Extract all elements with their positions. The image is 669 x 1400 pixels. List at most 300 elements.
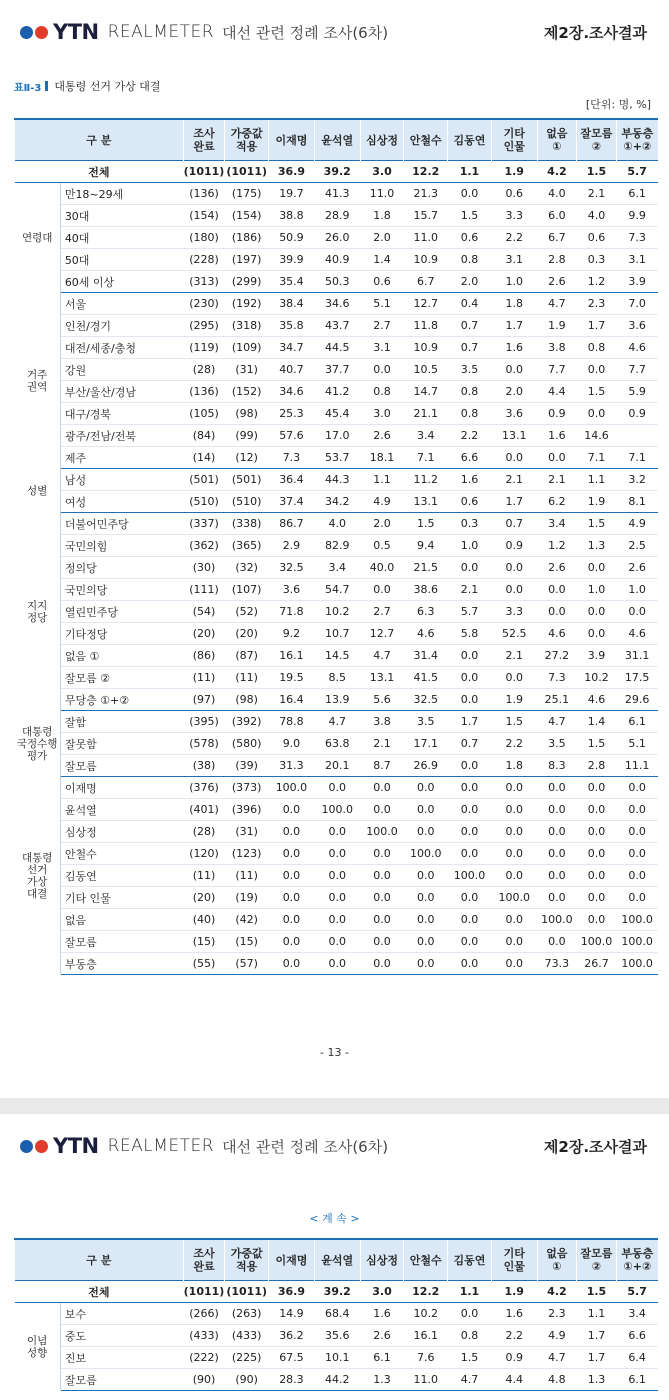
- data-cell: 0.6: [491, 183, 537, 205]
- caption-bar-icon: [45, 81, 48, 91]
- column-header: 이재명: [269, 119, 315, 161]
- data-cell: 1.1: [360, 469, 404, 491]
- data-cell: 0.9: [491, 535, 537, 557]
- data-cell: 0.0: [314, 887, 360, 909]
- total-cell: 1.9: [491, 1281, 537, 1303]
- total-cell: 1.1: [448, 161, 492, 183]
- data-cell: 4.7: [537, 1347, 577, 1369]
- total-row: [15, 161, 659, 183]
- data-cell: 1.2: [537, 535, 577, 557]
- data-cell: 0.0: [448, 821, 492, 843]
- data-cell: 1.7: [448, 711, 492, 733]
- data-cell: 63.8: [314, 733, 360, 755]
- data-cell: 7.6: [404, 1347, 448, 1369]
- total-cell: 3.0: [360, 1281, 404, 1303]
- row-label: 보수: [60, 1303, 183, 1325]
- column-header: 기타 인물: [491, 1239, 537, 1281]
- data-cell: 0.0: [491, 865, 537, 887]
- data-cell: 100.0: [448, 865, 492, 887]
- data-cell: 3.5: [404, 711, 448, 733]
- data-cell: (578): [183, 733, 225, 755]
- data-cell: 10.7: [314, 623, 360, 645]
- data-cell: 0.0: [448, 557, 492, 579]
- data-cell: 0.0: [577, 557, 617, 579]
- table-row: [15, 953, 659, 975]
- data-cell: 3.6: [616, 315, 658, 337]
- total-cell: 5.7: [616, 161, 658, 183]
- column-header: 심상정: [360, 119, 404, 161]
- data-cell: 27.2: [537, 645, 577, 667]
- data-cell: 7.1: [616, 447, 658, 469]
- data-cell: 0.0: [448, 645, 492, 667]
- data-cell: 5.7: [448, 601, 492, 623]
- column-header: 안철수: [404, 119, 448, 161]
- column-header: 구 분: [15, 119, 184, 161]
- data-cell: 0.0: [537, 843, 577, 865]
- data-cell: (30): [183, 557, 225, 579]
- row-label: 기타 인물: [60, 887, 183, 909]
- data-cell: 0.0: [360, 843, 404, 865]
- data-cell: 0.0: [491, 843, 537, 865]
- column-header: 윤석열: [314, 1239, 360, 1281]
- data-cell: 3.5: [448, 359, 492, 381]
- total-cell: 1.1: [448, 1281, 492, 1303]
- data-cell: 10.5: [404, 359, 448, 381]
- data-cell: 0.0: [269, 931, 315, 953]
- data-cell: (11): [183, 865, 225, 887]
- data-cell: (180): [183, 227, 225, 249]
- data-cell: 0.5: [360, 535, 404, 557]
- data-cell: (28): [183, 821, 225, 843]
- data-cell: 0.0: [360, 579, 404, 601]
- data-cell: (433): [183, 1325, 225, 1347]
- data-cell: 8.5: [314, 667, 360, 689]
- data-cell: 57.6: [269, 425, 315, 447]
- column-header: 조사 완료: [183, 1239, 225, 1281]
- data-cell: 86.7: [269, 513, 315, 535]
- data-cell: 14.9: [269, 1303, 315, 1325]
- data-cell: 0.0: [404, 887, 448, 909]
- total-cell: 4.2: [537, 1281, 577, 1303]
- data-cell: 2.1: [360, 733, 404, 755]
- data-cell: 1.3: [577, 1369, 617, 1391]
- data-cell: 34.6: [269, 381, 315, 403]
- data-cell: (295): [183, 315, 225, 337]
- data-cell: 16.1: [404, 1325, 448, 1347]
- data-cell: 100.0: [616, 931, 658, 953]
- table-row: [15, 645, 659, 667]
- data-cell: [616, 425, 658, 447]
- data-cell: 8.7: [360, 755, 404, 777]
- data-cell: 0.0: [577, 623, 617, 645]
- continued-label: < 계 속 >: [309, 1212, 360, 1225]
- data-cell: 1.7: [577, 1347, 617, 1369]
- data-cell: 1.8: [360, 205, 404, 227]
- data-cell: 0.0: [360, 799, 404, 821]
- data-cell: (107): [225, 579, 269, 601]
- row-label: 없음 ①: [60, 645, 183, 667]
- data-cell: 1.1: [577, 469, 617, 491]
- table-caption: [14, 78, 160, 94]
- row-label: 서울: [60, 293, 183, 315]
- data-cell: 35.4: [269, 271, 315, 293]
- data-cell: (373): [225, 777, 269, 799]
- data-cell: 0.9: [616, 403, 658, 425]
- data-cell: 0.0: [491, 931, 537, 953]
- data-cell: 0.8: [360, 381, 404, 403]
- data-cell: 0.0: [577, 843, 617, 865]
- group-label: 거주 권역: [15, 293, 61, 469]
- data-cell: 0.3: [577, 249, 617, 271]
- logo-dot-icon: [35, 1140, 48, 1153]
- row-label: 잘모름: [60, 931, 183, 953]
- data-cell: (111): [183, 579, 225, 601]
- table-row: [15, 601, 659, 623]
- column-header: 윤석열: [314, 119, 360, 161]
- row-label: 대구/경북: [60, 403, 183, 425]
- data-cell: 44.2: [314, 1369, 360, 1391]
- column-header: 없음 ①: [537, 119, 577, 161]
- data-cell: (501): [183, 469, 225, 491]
- data-cell: 0.3: [448, 513, 492, 535]
- data-cell: 3.3: [491, 205, 537, 227]
- data-cell: 2.2: [491, 1325, 537, 1347]
- data-cell: 78.8: [269, 711, 315, 733]
- total-cell: 3.0: [360, 161, 404, 183]
- column-header: 김동연: [448, 119, 492, 161]
- data-cell: (40): [183, 909, 225, 931]
- group-label: 연령대: [15, 183, 61, 293]
- data-cell: 5.8: [448, 623, 492, 645]
- data-cell: (136): [183, 183, 225, 205]
- data-cell: 0.0: [537, 601, 577, 623]
- table-row: [15, 799, 659, 821]
- data-cell: 34.7: [269, 337, 315, 359]
- data-cell: 0.0: [269, 909, 315, 931]
- data-cell: 1.7: [577, 1325, 617, 1347]
- data-cell: (31): [225, 821, 269, 843]
- row-label: 무당층 ①+②: [60, 689, 183, 711]
- data-cell: 3.2: [616, 469, 658, 491]
- table-row: [15, 865, 659, 887]
- row-label: 기타정당: [60, 623, 183, 645]
- data-cell: 0.0: [314, 909, 360, 931]
- data-cell: 40.7: [269, 359, 315, 381]
- data-cell: 0.0: [448, 953, 492, 975]
- data-cell: 100.0: [577, 931, 617, 953]
- data-cell: 0.0: [448, 183, 492, 205]
- table-row: [15, 755, 659, 777]
- data-cell: (14): [183, 447, 225, 469]
- row-label: 잘모름 ②: [60, 667, 183, 689]
- data-cell: 0.0: [577, 359, 617, 381]
- group-label: 대통령 선거 가상 대결: [15, 777, 61, 975]
- data-cell: 2.7: [360, 315, 404, 337]
- data-cell: 4.6: [404, 623, 448, 645]
- table-row: [15, 909, 659, 931]
- data-cell: (197): [225, 249, 269, 271]
- data-cell: 3.1: [360, 337, 404, 359]
- data-cell: 15.7: [404, 205, 448, 227]
- data-cell: 3.5: [537, 733, 577, 755]
- table-row: [15, 271, 659, 293]
- row-label: 만18~29세: [60, 183, 183, 205]
- data-cell: 0.0: [537, 777, 577, 799]
- row-label: 제주: [60, 447, 183, 469]
- data-cell: 2.3: [537, 1303, 577, 1325]
- data-cell: 2.1: [448, 579, 492, 601]
- data-cell: 0.7: [491, 513, 537, 535]
- data-cell: 3.8: [537, 337, 577, 359]
- data-cell: 0.0: [269, 865, 315, 887]
- data-cell: 3.4: [404, 425, 448, 447]
- data-cell: 0.0: [616, 821, 658, 843]
- data-cell: 7.3: [269, 447, 315, 469]
- data-cell: (362): [183, 535, 225, 557]
- data-cell: 0.0: [314, 865, 360, 887]
- data-cell: 37.7: [314, 359, 360, 381]
- data-cell: 1.1: [577, 1303, 617, 1325]
- data-cell: 1.7: [491, 315, 537, 337]
- data-cell: (228): [183, 249, 225, 271]
- data-cell: 19.7: [269, 183, 315, 205]
- data-cell: 41.5: [404, 667, 448, 689]
- logo-dot-icon: [20, 1140, 33, 1153]
- row-label: 잘모름: [60, 1369, 183, 1391]
- data-cell: 11.2: [404, 469, 448, 491]
- data-cell: (501): [225, 469, 269, 491]
- row-label: 부산/울산/경남: [60, 381, 183, 403]
- data-cell: 10.2: [314, 601, 360, 623]
- data-cell: 0.6: [448, 491, 492, 513]
- data-cell: 39.9: [269, 249, 315, 271]
- data-cell: 0.0: [577, 403, 617, 425]
- row-label: 윤석열: [60, 799, 183, 821]
- data-cell: 3.4: [537, 513, 577, 535]
- data-cell: 5.1: [616, 733, 658, 755]
- data-cell: (54): [183, 601, 225, 623]
- table-row: [15, 1347, 659, 1369]
- data-cell: (98): [225, 689, 269, 711]
- row-label: 여성: [60, 491, 183, 513]
- data-cell: (337): [183, 513, 225, 535]
- data-cell: 50.3: [314, 271, 360, 293]
- data-cell: 100.0: [404, 843, 448, 865]
- total-cell: 36.9: [269, 161, 315, 183]
- data-cell: 53.7: [314, 447, 360, 469]
- data-cell: (266): [183, 1303, 225, 1325]
- data-cell: 1.5: [404, 513, 448, 535]
- data-cell: 6.4: [616, 1347, 658, 1369]
- data-cell: 0.9: [537, 403, 577, 425]
- table-row: [15, 183, 659, 205]
- data-cell: 3.1: [491, 249, 537, 271]
- data-cell: 3.9: [616, 271, 658, 293]
- data-cell: (38): [183, 755, 225, 777]
- table-row: [15, 689, 659, 711]
- data-cell: (192): [225, 293, 269, 315]
- data-cell: 0.0: [404, 953, 448, 975]
- data-cell: 2.3: [577, 293, 617, 315]
- data-cell: 0.0: [616, 601, 658, 623]
- data-cell: 3.6: [491, 403, 537, 425]
- data-cell: 0.0: [269, 953, 315, 975]
- data-cell: (510): [183, 491, 225, 513]
- data-cell: (152): [225, 381, 269, 403]
- data-cell: 9.2: [269, 623, 315, 645]
- data-cell: 0.7: [448, 337, 492, 359]
- data-cell: 0.0: [404, 865, 448, 887]
- data-cell: 0.6: [360, 271, 404, 293]
- data-cell: 3.4: [616, 1303, 658, 1325]
- row-label: 60세 이상: [60, 271, 183, 293]
- data-cell: (39): [225, 755, 269, 777]
- data-cell: 0.0: [577, 601, 617, 623]
- row-label: 중도: [60, 1325, 183, 1347]
- data-cell: 1.9: [577, 491, 617, 513]
- data-cell: 7.1: [577, 447, 617, 469]
- data-cell: 0.0: [491, 579, 537, 601]
- data-cell: 0.0: [360, 777, 404, 799]
- data-cell: 2.1: [537, 469, 577, 491]
- column-header: 가중값 적용: [225, 1239, 269, 1281]
- data-cell: 100.0: [616, 909, 658, 931]
- data-cell: 0.7: [448, 733, 492, 755]
- data-cell: 100.0: [269, 777, 315, 799]
- data-cell: (313): [183, 271, 225, 293]
- data-cell: 4.0: [314, 513, 360, 535]
- table-row: [15, 733, 659, 755]
- data-cell: 31.1: [616, 645, 658, 667]
- group-label: 이념 성향: [15, 1303, 61, 1391]
- data-cell: 1.3: [577, 535, 617, 557]
- ytn-realmeter-logo: [20, 1134, 388, 1158]
- column-header: 잘모름 ②: [577, 1239, 617, 1281]
- data-cell: 5.9: [616, 381, 658, 403]
- data-cell: 31.3: [269, 755, 315, 777]
- results-table-continued: [14, 1238, 658, 1391]
- header-row: [15, 1239, 659, 1281]
- data-cell: (123): [225, 843, 269, 865]
- data-cell: 10.2: [404, 1303, 448, 1325]
- data-cell: (392): [225, 711, 269, 733]
- row-label: 없음: [60, 909, 183, 931]
- data-cell: 7.1: [404, 447, 448, 469]
- data-cell: 100.0: [537, 909, 577, 931]
- row-label: 심상정: [60, 821, 183, 843]
- data-cell: (580): [225, 733, 269, 755]
- data-cell: 0.0: [448, 909, 492, 931]
- data-cell: 34.6: [314, 293, 360, 315]
- data-cell: 0.0: [537, 865, 577, 887]
- data-cell: 2.0: [360, 513, 404, 535]
- data-cell: 2.6: [616, 557, 658, 579]
- data-cell: 2.2: [448, 425, 492, 447]
- table-row: [15, 491, 659, 513]
- total-cell: 12.2: [404, 1281, 448, 1303]
- data-cell: 28.9: [314, 205, 360, 227]
- data-cell: 0.0: [537, 447, 577, 469]
- total-cell: (1011): [183, 1281, 225, 1303]
- data-cell: 11.0: [404, 227, 448, 249]
- data-cell: 2.1: [577, 183, 617, 205]
- data-cell: 2.1: [491, 469, 537, 491]
- data-cell: (401): [183, 799, 225, 821]
- data-cell: 2.7: [360, 601, 404, 623]
- table-row: [15, 293, 659, 315]
- data-cell: 6.7: [537, 227, 577, 249]
- data-cell: (97): [183, 689, 225, 711]
- data-cell: 3.9: [577, 645, 617, 667]
- data-cell: 1.8: [491, 293, 537, 315]
- data-cell: 12.7: [360, 623, 404, 645]
- data-cell: 6.6: [616, 1325, 658, 1347]
- row-label: 잘못함: [60, 733, 183, 755]
- data-cell: 0.8: [448, 1325, 492, 1347]
- data-cell: (84): [183, 425, 225, 447]
- data-cell: 4.4: [537, 381, 577, 403]
- data-cell: 1.6: [360, 1303, 404, 1325]
- data-cell: 0.0: [537, 931, 577, 953]
- data-cell: 4.8: [537, 1369, 577, 1391]
- logo-realmeter: REALMETER: [107, 22, 215, 42]
- column-header: 가중값 적용: [225, 119, 269, 161]
- table-row: [15, 447, 659, 469]
- data-cell: (15): [183, 931, 225, 953]
- data-cell: 0.0: [491, 447, 537, 469]
- data-cell: 0.0: [404, 909, 448, 931]
- data-cell: (98): [225, 403, 269, 425]
- data-cell: (230): [183, 293, 225, 315]
- data-cell: 0.0: [491, 777, 537, 799]
- data-cell: 0.0: [537, 579, 577, 601]
- data-cell: 29.6: [616, 689, 658, 711]
- data-cell: 9.4: [404, 535, 448, 557]
- data-cell: 28.3: [269, 1369, 315, 1391]
- data-cell: 2.0: [448, 271, 492, 293]
- data-cell: 2.0: [360, 227, 404, 249]
- table-row: [15, 1369, 659, 1391]
- survey-title: 대선 관련 정례 조사(6차): [222, 1137, 389, 1156]
- data-cell: (28): [183, 359, 225, 381]
- data-cell: 2.5: [616, 535, 658, 557]
- data-cell: 13.1: [491, 425, 537, 447]
- data-cell: (396): [225, 799, 269, 821]
- data-cell: 8.1: [616, 491, 658, 513]
- data-cell: 12.7: [404, 293, 448, 315]
- table-row: [15, 381, 659, 403]
- data-cell: 4.4: [491, 1369, 537, 1391]
- data-cell: 41.3: [314, 183, 360, 205]
- data-cell: 0.0: [577, 821, 617, 843]
- data-cell: (365): [225, 535, 269, 557]
- data-cell: 1.9: [491, 689, 537, 711]
- data-cell: 11.0: [360, 183, 404, 205]
- data-cell: 18.1: [360, 447, 404, 469]
- total-cell: 1.5: [577, 161, 617, 183]
- row-label: 광주/전남/전북: [60, 425, 183, 447]
- data-cell: 0.0: [491, 557, 537, 579]
- data-cell: 7.0: [616, 293, 658, 315]
- row-label: 남성: [60, 469, 183, 491]
- data-cell: 73.3: [537, 953, 577, 975]
- table-title: 대통령 선거 가상 대결: [54, 80, 161, 93]
- data-cell: 0.0: [448, 777, 492, 799]
- data-cell: 6.1: [360, 1347, 404, 1369]
- data-cell: 0.0: [616, 887, 658, 909]
- data-cell: 0.0: [314, 821, 360, 843]
- column-header: 안철수: [404, 1239, 448, 1281]
